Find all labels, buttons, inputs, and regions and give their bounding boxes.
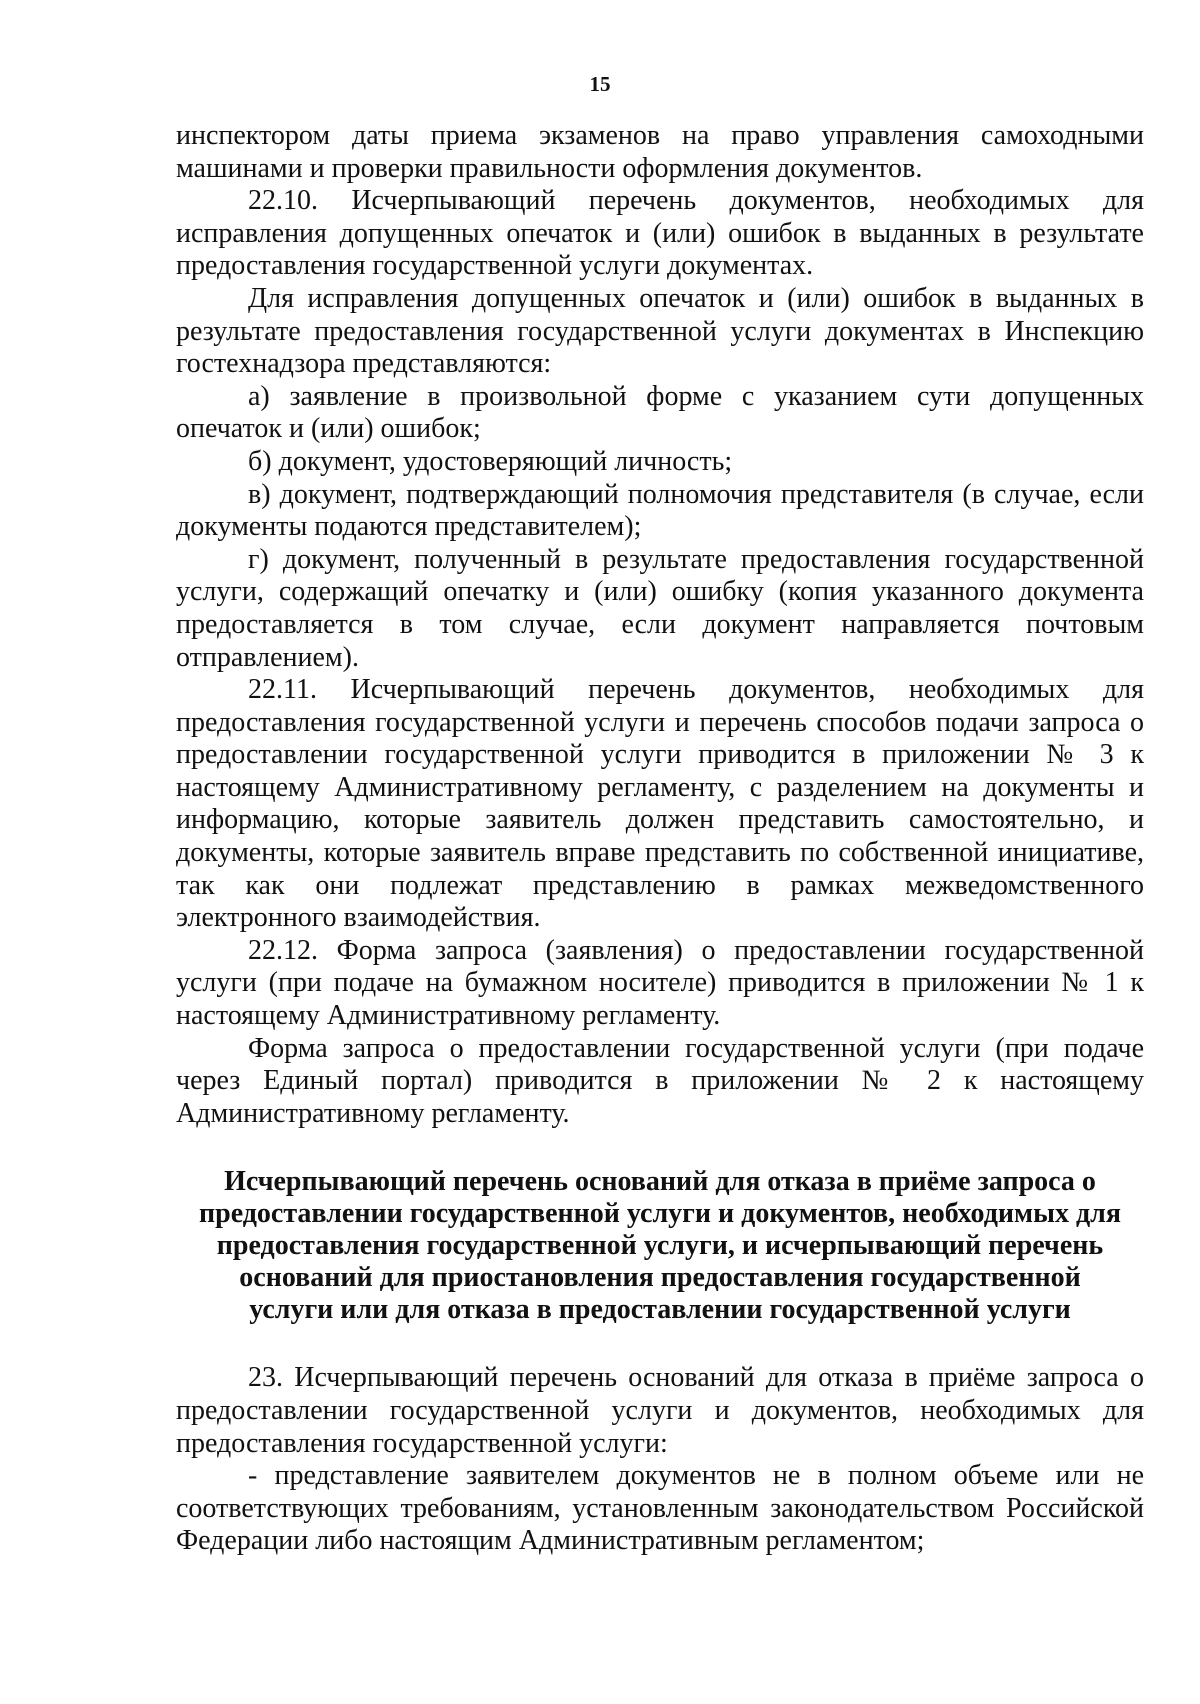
paragraph-22-11: 22.11. Исчерпывающий перечень документов, необходимых для предоставления государственной услуги и перечень способов подачи запроса о предоставлении государственной услуги приводится в приложении № 3 к настоящему Административному регламенту, с разделением на документы и информацию, которые заявитель должен представить самостоятельно, и документы, которые заявитель вправе представить по собственной инициативе, так как они подлежат представлению в рамках межведомственного электронного взаимодействия. xyxy=(176,674,1144,934)
paragraph-23: 23. Исчерпывающий перечень оснований для отказа в приёме запроса о предоставлении государственной услуги и документов, необходимых для предоставления государственной услуги: xyxy=(176,1362,1144,1459)
paragraph-continuation: инспектором даты приема экзаменов на право управления самоходными машинами и проверки правильности оформления документов. xyxy=(176,120,1144,184)
section-heading: Исчерпывающий перечень оснований для отказа в приёме запроса о предоставлении государственной услуги и документов, необходимых для предоставления государственной услуги, и исчерпывающий перечень оснований для приостановления предоставления государственной услуги или для отказа в предоставлении государственной услуги xyxy=(198,1166,1122,1326)
paragraph-correction-intro: Для исправления допущенных опечаток и (или) ошибок в выданных в результате предоставления государственной услуги документах в Инспекцию гостехнадзора представляются: xyxy=(176,282,1144,380)
paragraph-22-12: 22.12. Форма запроса (заявления) о предоставлении государственной услуги (при подаче на бумажном носителе) приводится в приложении № 1 к настоящему Административному регламенту. xyxy=(176,934,1144,1032)
list-item-a: а) заявление в произвольной форме с указанием сути допущенных опечаток и (или) ошибок; xyxy=(176,380,1144,445)
list-item-v: в) документ, подтверждающий полномочия представителя (в случае, если документы подаются представителем); xyxy=(176,478,1144,543)
document-body xyxy=(176,120,1144,1558)
spacer xyxy=(176,1130,1144,1166)
paragraph-22-10: 22.10. Исчерпывающий перечень документов, необходимых для исправления допущенных опечаток и (или) ошибок в выданных в результате предоставления государственной услуги документах. xyxy=(176,185,1144,282)
page-number: 15 xyxy=(589,72,611,96)
list-item-dash: - представление заявителем документов не в полном объеме или не соответствующих требованиям, установленным законодательством Российской Федерации либо настоящим Административным регламентом; xyxy=(176,1460,1144,1557)
list-item-b: б) документ, удостоверяющий личность; xyxy=(248,445,733,477)
paragraph-form-portal: Форма запроса о предоставлении государственной услуги (при подаче через Единый портал) приводится в приложении № 2 к настоящему Административному регламенту. xyxy=(176,1032,1144,1129)
list-item-g: г) документ, полученный в результате предоставления государственной услуги, содержащий опечатку и (или) ошибку (копия указанного документа предоставляется в том случае, если документ направляется почтовым отправлением). xyxy=(176,543,1144,673)
spacer xyxy=(176,1326,1144,1362)
